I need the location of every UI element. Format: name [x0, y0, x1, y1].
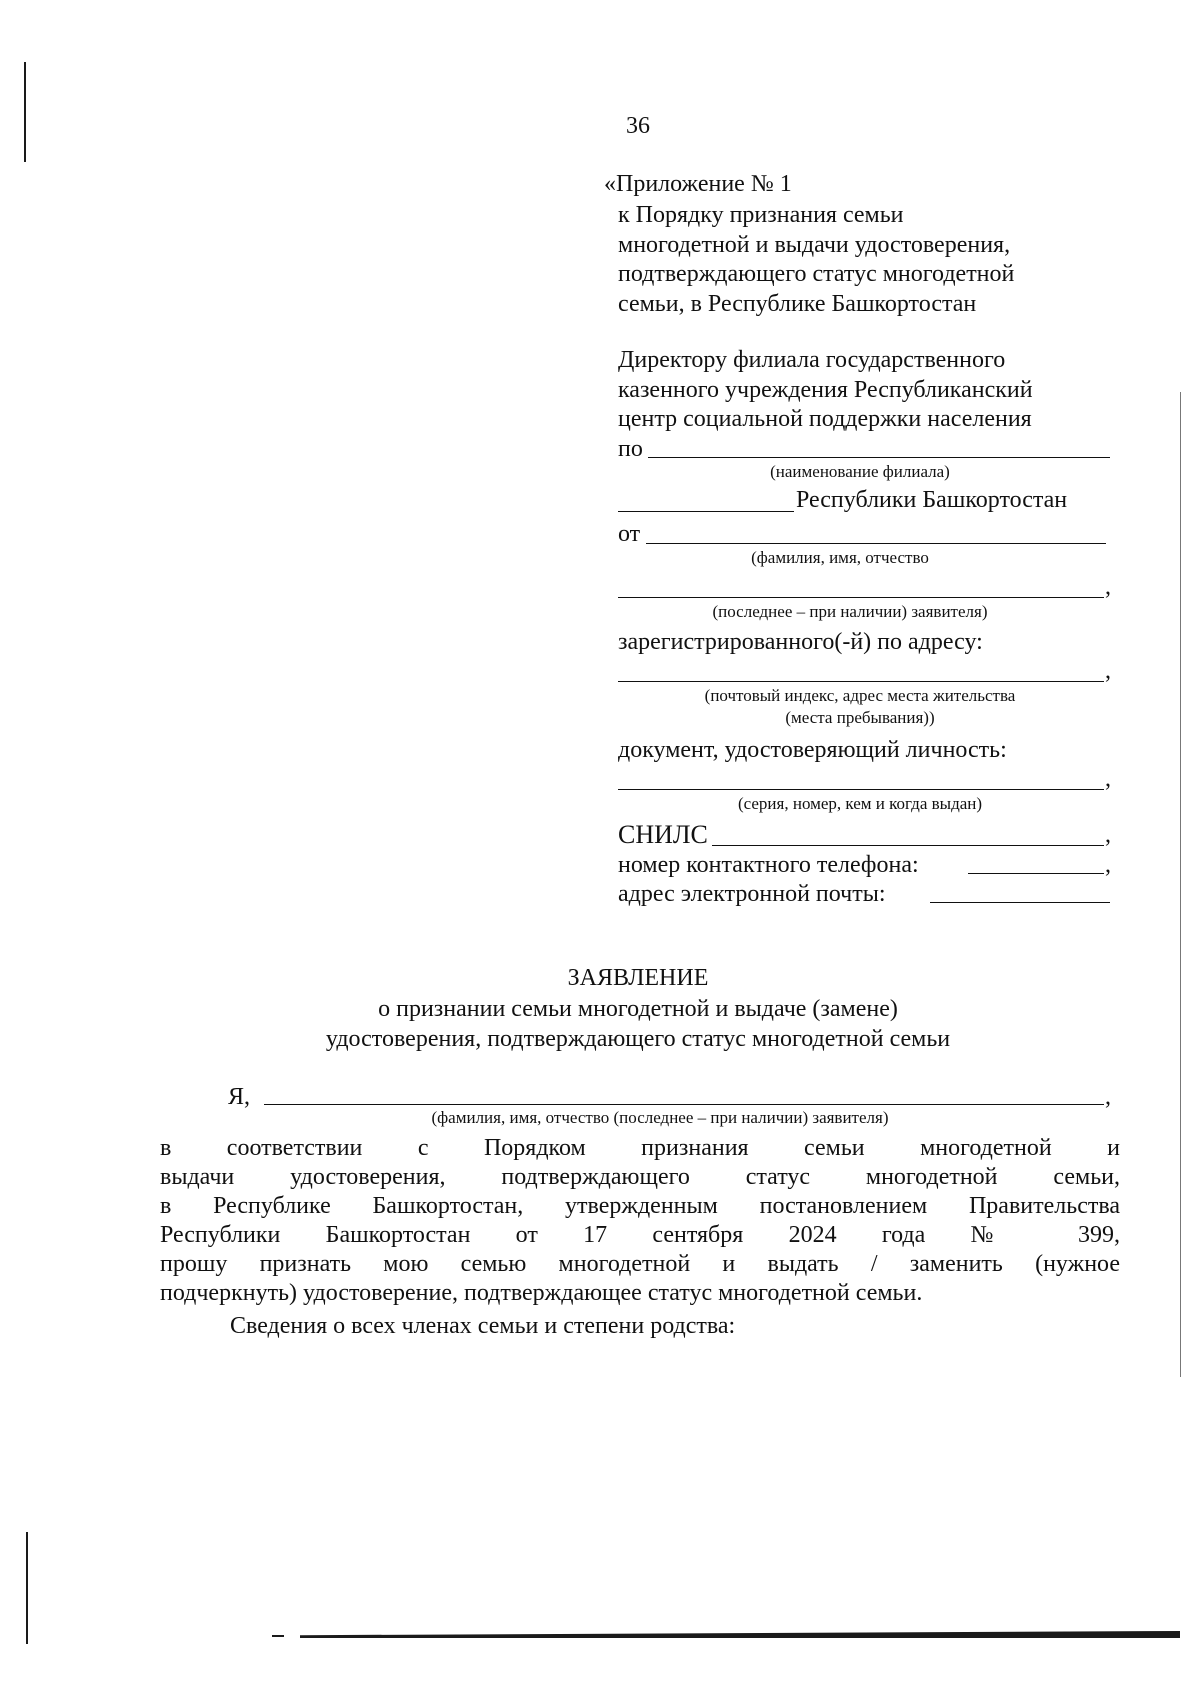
doc-hint: (серия, номер, кем и когда выдан)	[737, 794, 983, 813]
statement-body-last: подчеркнуть) удостоверение, подтверждающее статус многодетной семьи.	[160, 1280, 923, 1306]
family-info-label: Сведения о всех членах семьи и степени родства:	[230, 1313, 736, 1339]
statement-body-line: выдачи удостоверения, подтверждающего статус многодетной семьи,	[160, 1164, 1120, 1190]
appendix-title: «Приложение № 1	[604, 171, 792, 197]
doc-fill-line	[618, 789, 1104, 790]
applicant-name-fill-line	[264, 1104, 1104, 1105]
address-fill-line	[618, 681, 1104, 682]
republic-label: Республики Башкортостан	[796, 487, 1068, 513]
branch-fill-line	[648, 457, 1110, 458]
snils-fill-line	[712, 845, 1104, 846]
comma: ,	[1105, 766, 1111, 792]
region-fill-line	[618, 511, 794, 512]
scan-edge-line-left-top	[24, 62, 26, 162]
scan-bottom-dash	[272, 1635, 284, 1637]
appendix-line: семьи, в Республике Башкортостан	[618, 291, 977, 317]
appendix-line: подтверждающего статус многодетной	[618, 261, 1015, 287]
statement-heading: ЗАЯВЛЕНИЕ	[567, 965, 709, 991]
applicant-name-hint: (фамилия, имя, отчество (последнее – при наличии) заявителя)	[431, 1108, 889, 1127]
address-hint-1: (почтовый индекс, адрес места жительства	[704, 686, 1016, 705]
scan-bottom-bar	[300, 1631, 1180, 1638]
applicant-fill-line	[646, 543, 1106, 544]
addressee-line: Директору филиала государственного	[618, 347, 1006, 373]
comma: ,	[1105, 574, 1111, 600]
statement-subtitle-2: удостоверения, подтверждающего статус многодетной семьи	[325, 1026, 951, 1052]
po-label: по	[618, 436, 643, 462]
comma: ,	[1105, 658, 1111, 684]
statement-body-line: в Республике Башкортостан, утвержденным постановлением Правительства	[160, 1193, 1120, 1219]
name-hint-1: (фамилия, имя, отчество	[751, 548, 929, 567]
page-number: 36	[626, 113, 650, 139]
comma: ,	[1105, 822, 1111, 848]
appendix-line: многодетной и выдачи удостоверения,	[618, 232, 1011, 258]
statement-body-line: Республики Башкортостан от 17 сентября 2024 года № 399,	[160, 1222, 1120, 1248]
i-label: Я,	[228, 1084, 251, 1110]
appendix-line: к Порядку признания семьи	[618, 202, 904, 228]
comma: ,	[1105, 852, 1111, 878]
address-hint-2: (места пребывания))	[785, 708, 935, 727]
statement-subtitle-1: о признании семьи многодетной и выдаче (замене)	[378, 996, 898, 1022]
email-fill-line	[930, 902, 1110, 903]
email-label: адрес электронной почты:	[618, 881, 886, 907]
applicant-fill-line-2	[618, 597, 1104, 598]
name-hint-2: (последнее – при наличии) заявителя)	[712, 602, 988, 621]
comma: ,	[1105, 1084, 1111, 1110]
scan-edge-line-right	[1180, 392, 1181, 1377]
registered-label: зарегистрированного(-й) по адресу:	[618, 629, 983, 655]
statement-body-line: в соответствии с Порядком признания семьи многодетной и	[160, 1135, 1120, 1161]
addressee-line: казенного учреждения Республиканский	[618, 377, 1033, 403]
phone-label: номер контактного телефона:	[618, 852, 919, 878]
addressee-line: центр социальной поддержки населения	[618, 406, 1032, 432]
doc-label: документ, удостоверяющий личность:	[618, 737, 1007, 763]
scan-edge-line-left-bottom	[26, 1532, 28, 1644]
ot-label: от	[618, 521, 641, 547]
phone-fill-line	[968, 873, 1104, 874]
statement-body-line: прошу признать мою семью многодетной и выдать / заменить (нужное	[160, 1251, 1120, 1277]
snils-label: СНИЛС	[618, 820, 708, 849]
branch-hint: (наименование филиала)	[770, 462, 950, 481]
